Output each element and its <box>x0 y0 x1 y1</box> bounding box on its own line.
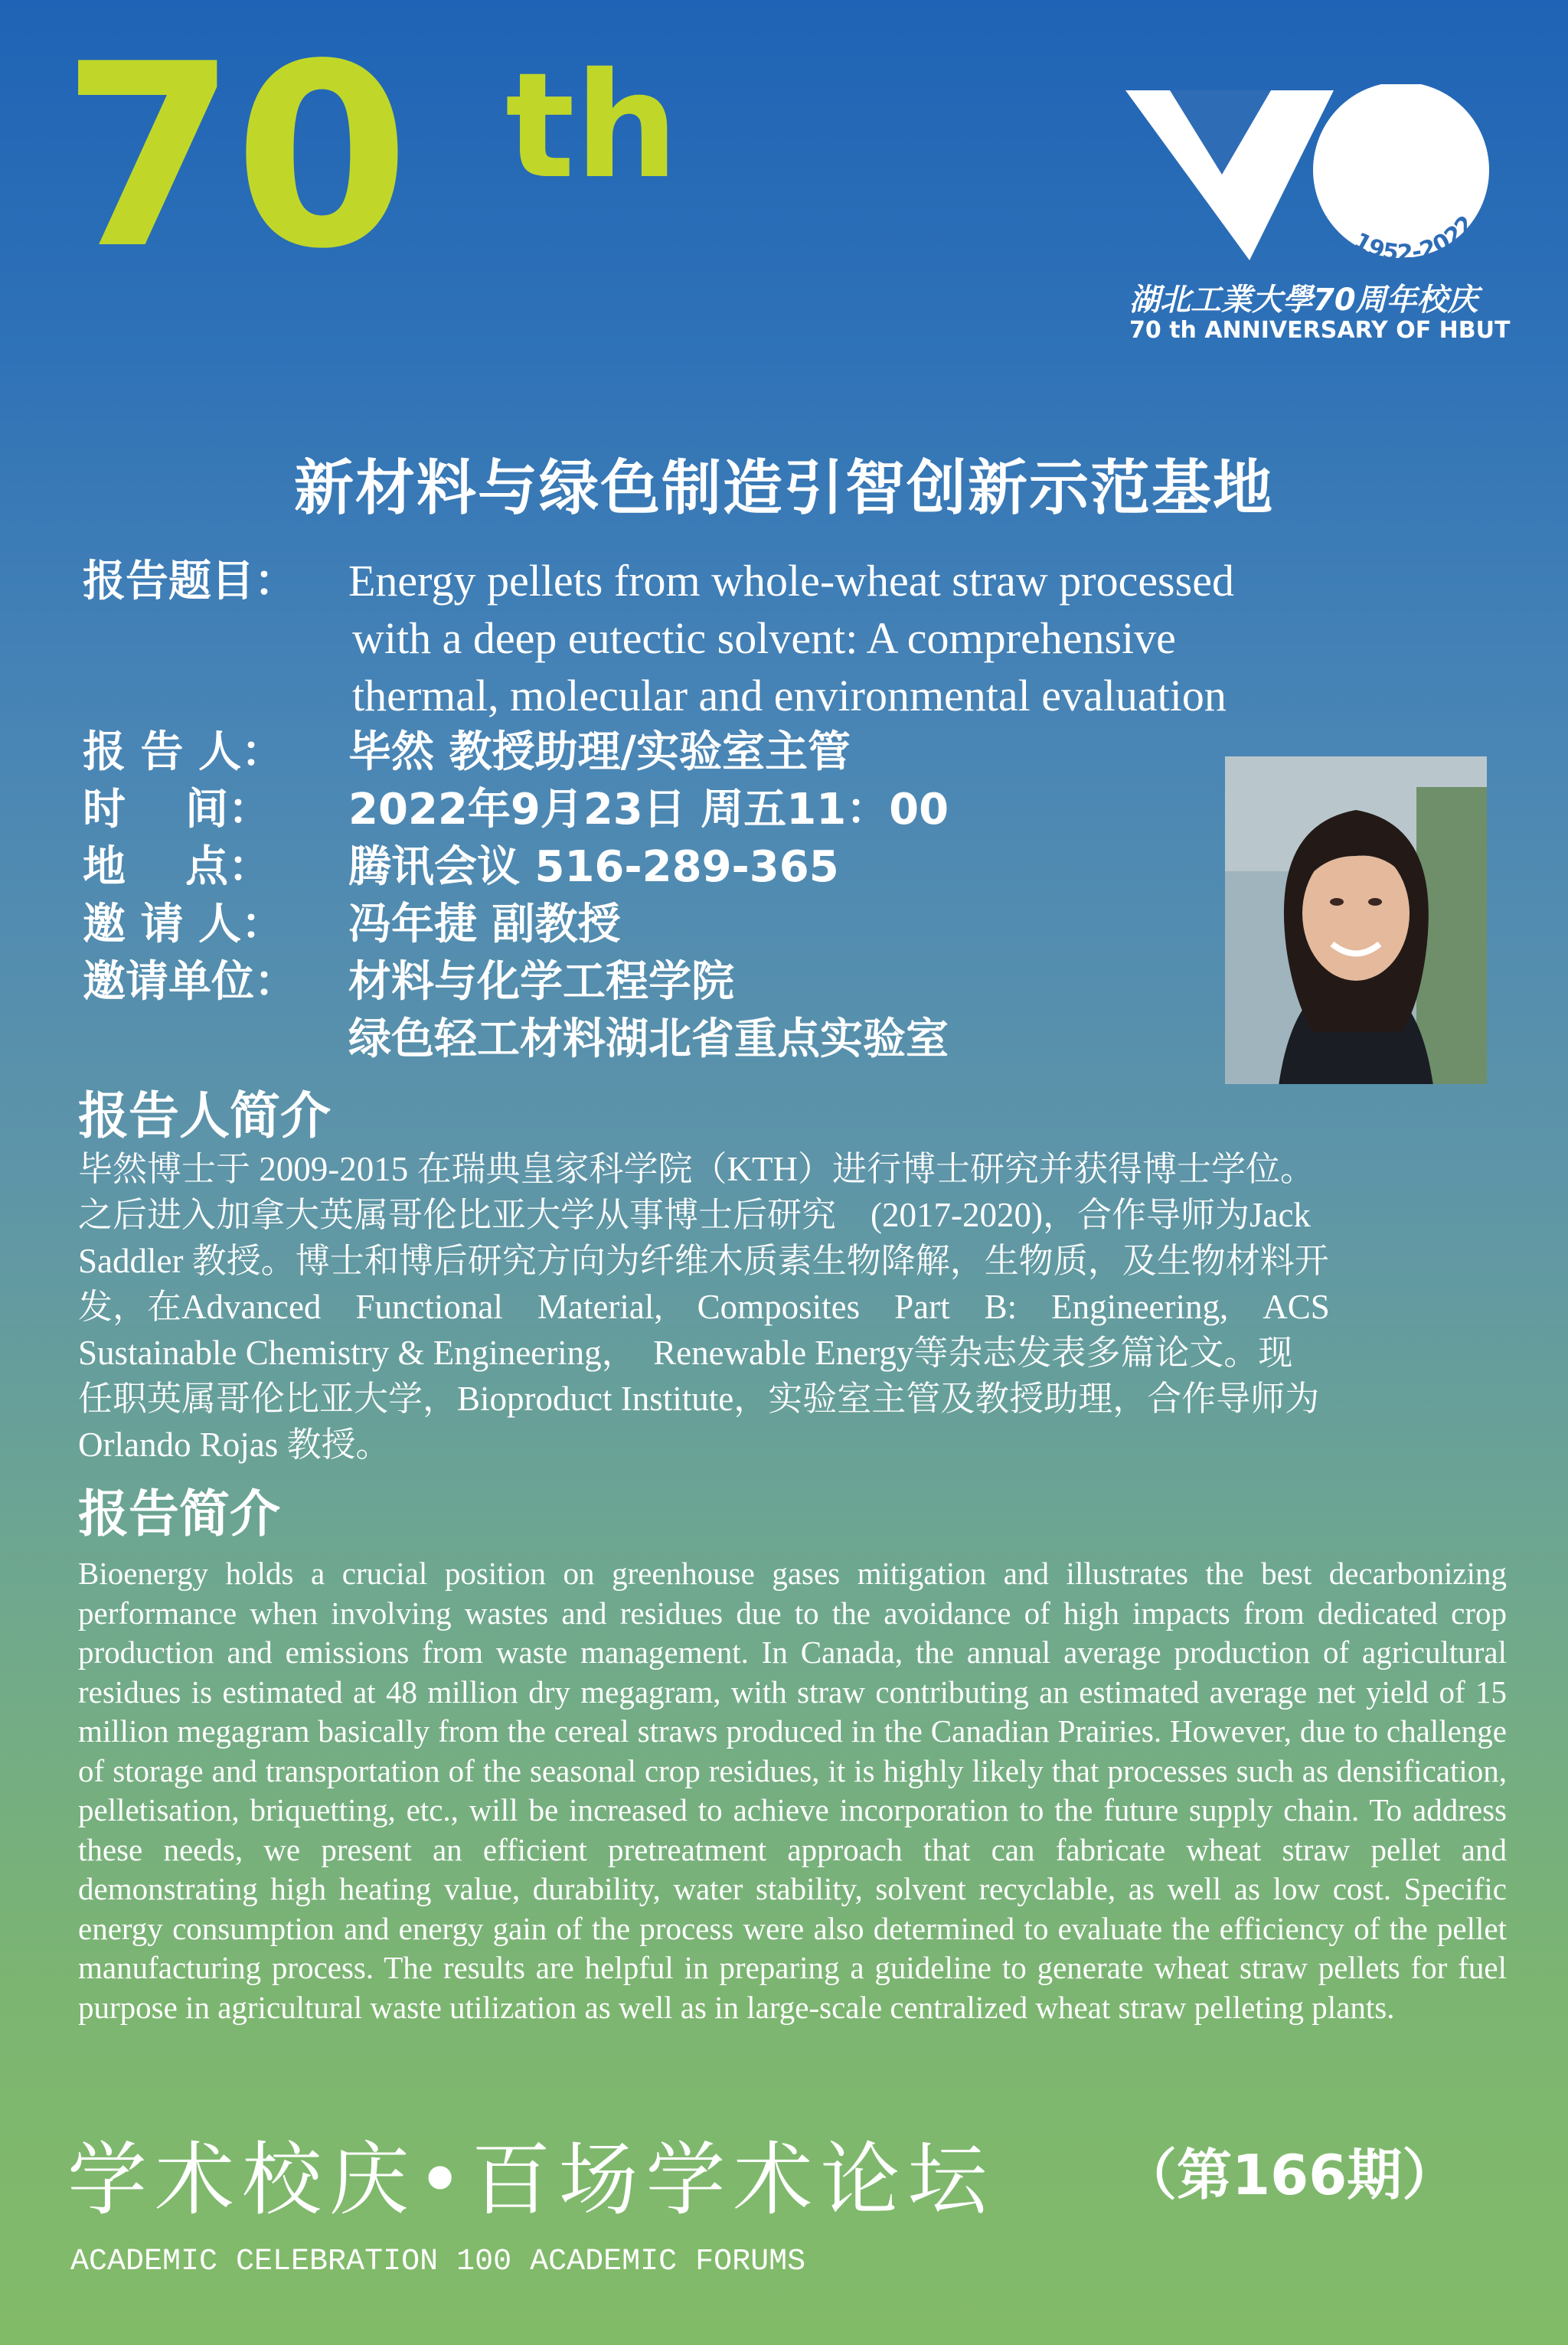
speaker-value: 毕然 教授助理/实验室主管 <box>348 727 851 777</box>
bio-heading: 报告人简介 <box>78 1086 331 1145</box>
place-label: 地 点： <box>83 842 271 892</box>
unit-value-line-1: 材料与化学工程学院 <box>348 957 734 1007</box>
logo-years: 1952-2022 <box>1349 210 1481 267</box>
bio-line-1: 毕然博士于 2009-2015 在瑞典皇家科学院（KTH）进行博士研究并获得博士学位。 <box>78 1150 1315 1188</box>
big-anniversary-number: 70 <box>61 10 407 304</box>
title-label: 报告题目： <box>83 557 297 606</box>
place-value: 腾讯会议 516-289-365 <box>348 842 839 892</box>
abstract-heading: 报告简介 <box>78 1484 280 1543</box>
inviter-label: 邀 请 人： <box>83 900 284 949</box>
main-title: 新材料与绿色制造引智创新示范基地 <box>293 454 1274 523</box>
bio-line-3: Saddler 教授。博士和博后研究方向为纤维木质素生物降解，生物质，及生物材料开 <box>78 1242 1329 1280</box>
footer-chinese-title: 学术校庆•百场学术论坛 <box>67 2133 995 2226</box>
time-label: 时 间： <box>83 785 271 834</box>
unit-value-line-2: 绿色轻工材料湖北省重点实验室 <box>348 1014 949 1064</box>
logo-chinese-text: 湖北工業大學70周年校庆 <box>1129 283 1478 318</box>
report-title-line-3: thermal, molecular and environmental evaluation <box>352 671 1227 720</box>
footer-issue-number: （第166期） <box>1122 2143 1458 2207</box>
bio-line-7: Orlando Rojas 教授。 <box>78 1426 390 1464</box>
inviter-value: 冯年捷 副教授 <box>348 900 621 949</box>
footer-english-title: ACADEMIC CELEBRATION 100 ACADEMIC FORUMS <box>70 2245 806 2279</box>
speaker-photo <box>1225 756 1487 1084</box>
time-value: 2022年9月23日 周五11：00 <box>348 785 949 834</box>
report-title-line-2: with a deep eutectic solvent: A comprehensive <box>352 613 1176 663</box>
abstract-text: Bioenergy holds a crucial position on greenhouse gases mitigation and illustrates the best decarbonizing performance when involving wastes and residues due to the avoidance of high impacts from dedicated crop production and emissions from waste management. In Canada, the annual average production of agricultural residues is estimated at 48 million dry megagram, with straw contributing an estimated average net yield of 15 million megagram basically from the cereal straws produced in the Canadian Prairies. However, due to challenge of storage and transportation of the seasonal crop residues, it is highly likely that processes such as densification, pelletisation, briquetting, etc., will be increased to achieve incorporation to the future supply chain. To address these needs, we present an efficient pretreatment approach that can fabricate wheat straw pellet and demonstrating high heating value, durability, water stability, solvent recyclable, as well as low cost. Specific energy consumption and energy gain of the process were also determined to evaluate the efficiency of the pellet manufacturing process. The results are helpful in preparing a guideline to generate wheat straw pellets for fuel purpose in agricultural waste utilization as well as in large-scale centralized wheat straw pelleting plants. <box>78 1556 1507 2025</box>
bio-line-5: Sustainable Chemistry & Engineering， Renewable Energy等杂志发表多篇论文。现 <box>78 1334 1293 1372</box>
bio-line-6: 任职英属哥伦比亚大学，Bioproduct Institute，实验室主管及教授助理，合作导师为 <box>78 1380 1320 1418</box>
report-title-line-1: Energy pellets from whole-wheat straw processed <box>348 556 1234 606</box>
unit-label: 邀请单位： <box>83 957 297 1007</box>
logo-english-text: 70 th ANNIVERSARY OF HBUT <box>1129 317 1511 344</box>
bio-line-4: 发，在Advanced Functional Material, Composites Part B: Engineering, ACS <box>78 1288 1330 1326</box>
bio-line-2: 之后进入加拿大英属哥伦比亚大学从事博士后研究 (2017-2020)，合作导师为Jack <box>78 1196 1311 1234</box>
big-anniversary-suffix: th <box>505 41 679 211</box>
speaker-label: 报 告 人： <box>83 727 284 777</box>
